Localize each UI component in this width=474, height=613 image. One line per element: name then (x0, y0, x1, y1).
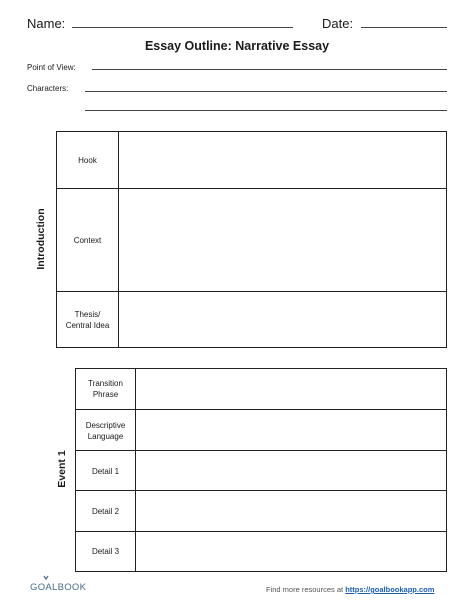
date-field[interactable] (361, 27, 447, 28)
event1-row-transition[interactable] (76, 369, 446, 409)
event1-row-descriptive[interactable] (76, 409, 446, 451)
intro-row-context[interactable] (57, 188, 446, 292)
point-of-view-field[interactable] (92, 69, 447, 70)
characters-field-line-2[interactable] (85, 110, 447, 111)
thesis-label: Thesis/ Central Idea (57, 292, 119, 347)
transition-phrase-label: Transition Phrase (76, 369, 136, 409)
introduction-section-label: Introduction (35, 208, 47, 270)
date-label: Date: (322, 16, 354, 31)
name-label: Name: (27, 16, 66, 31)
event1-row-detail-3[interactable] (76, 531, 446, 571)
descriptive-language-label: Descriptive Language (76, 410, 136, 451)
event1-row-detail-2[interactable] (76, 490, 446, 532)
event1-table (75, 368, 447, 572)
hook-label: Hook (57, 132, 119, 188)
intro-row-hook[interactable] (57, 132, 446, 188)
point-of-view-label: Point of View: (27, 63, 76, 72)
find-more-text: Find more resources at (266, 585, 344, 594)
name-field[interactable] (72, 27, 293, 28)
event1-row-detail-1[interactable] (76, 450, 446, 491)
event1-section-label: Event 1 (56, 450, 68, 488)
goalbook-logo-text: GOALBOOK (30, 582, 87, 593)
detail-2-label: Detail 2 (76, 491, 136, 532)
characters-field-line-1[interactable] (85, 91, 447, 92)
intro-row-thesis[interactable] (57, 291, 446, 347)
goalbook-link[interactable]: https://goalbookapp.com (345, 585, 435, 594)
introduction-table (56, 131, 447, 348)
detail-1-label: Detail 1 (76, 451, 136, 491)
characters-label: Characters: (27, 84, 69, 93)
context-label: Context (57, 189, 119, 292)
page-title: Essay Outline: Narrative Essay (144, 39, 330, 53)
detail-3-label: Detail 3 (76, 532, 136, 571)
footer-text (266, 585, 434, 594)
